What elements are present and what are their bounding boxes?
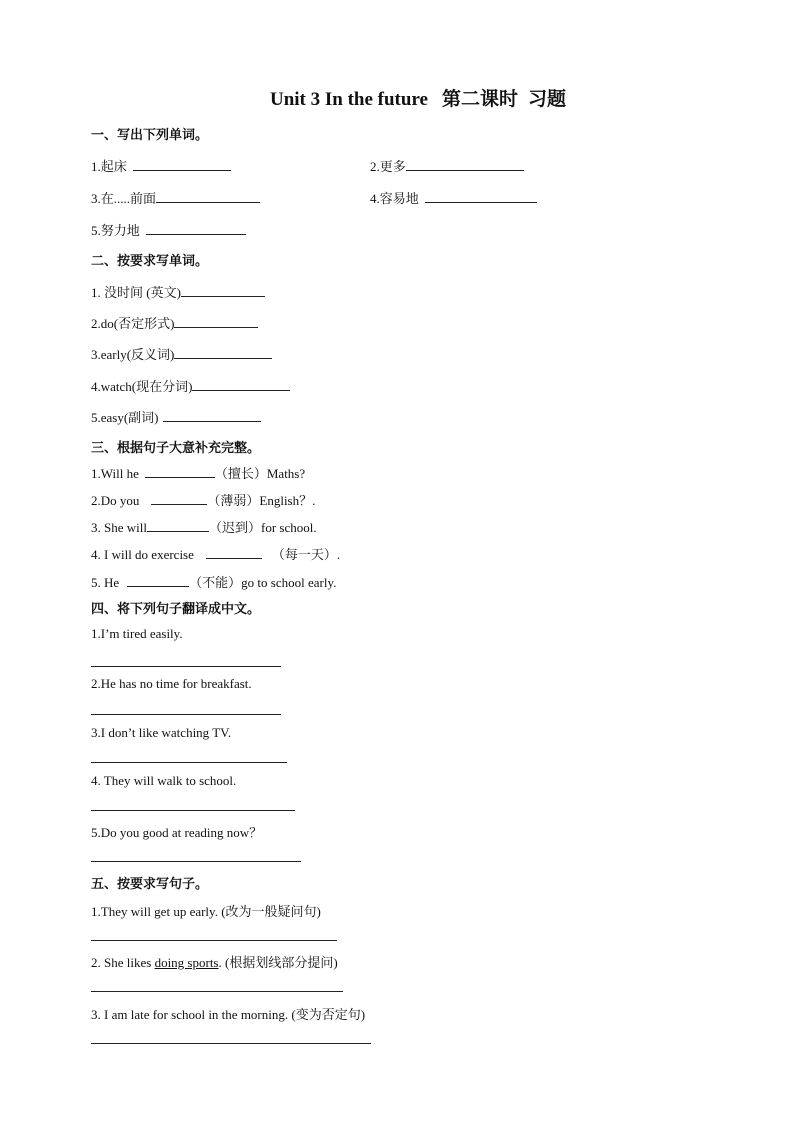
s4-item-1: 1.I’m tired easily. <box>91 626 183 641</box>
answer-line[interactable] <box>91 861 301 862</box>
s1-item-5: 5.努力地 <box>91 220 246 239</box>
section-2-heading: 二、按要求写单词。 <box>91 254 209 269</box>
answer-line[interactable] <box>91 991 343 992</box>
page-title <box>0 84 794 111</box>
answer-line[interactable] <box>91 762 287 763</box>
s3-item-2: 2.Do you （薄弱）English？. <box>91 490 315 509</box>
exercise-label: 习题 <box>528 89 567 110</box>
section-3-heading: 三、根据句子大意补充完整。 <box>91 441 261 456</box>
s2-item-4: 4.watch(现在分词) <box>91 376 290 395</box>
s2-item-2: 2.do(否定形式) <box>91 313 258 332</box>
section-4-heading: 四、将下列句子翻译成中文。 <box>91 602 261 617</box>
s1-item-3: 3.在.....前面 <box>91 188 260 207</box>
answer-blank[interactable] <box>425 188 537 203</box>
answer-line[interactable] <box>91 940 337 941</box>
answer-blank[interactable] <box>145 463 215 478</box>
s3-item-5: 5. He （不能）go to school early. <box>91 572 336 591</box>
answer-line[interactable] <box>91 1043 371 1044</box>
unit-title: Unit 3 In the future <box>269 89 428 110</box>
answer-line[interactable] <box>91 666 281 667</box>
answer-blank[interactable] <box>406 156 524 171</box>
s5-item-2: 2. She likes doing sports. (根据划线部分提问) <box>91 955 338 970</box>
answer-blank[interactable] <box>127 572 189 587</box>
s1-item-1: 1.起床 <box>91 156 231 175</box>
answer-blank[interactable] <box>133 156 231 171</box>
section-5-heading: 五、按要求写句子。 <box>91 877 209 892</box>
s2-item-1: 1. 没时间 (英文) <box>91 282 265 301</box>
answer-line[interactable] <box>91 810 295 811</box>
s5-item-1: 1.They will get up early. (改为一般疑问句) <box>91 904 321 919</box>
s5-item-3: 3. I am late for school in the morning. (变为否定句) <box>91 1007 366 1022</box>
answer-blank[interactable] <box>146 220 246 235</box>
lesson-label: 第二课时 <box>441 89 518 110</box>
s3-item-3: 3. She will （迟到）for school. <box>91 517 317 536</box>
s2-item-5: 5.easy(副词) <box>91 407 261 426</box>
s4-item-5: 5.Do you good at reading now？ <box>91 825 263 840</box>
answer-blank[interactable] <box>174 344 272 359</box>
answer-blank[interactable] <box>163 407 261 422</box>
section-1-heading: 一、写出下列单词。 <box>91 128 209 143</box>
s1-item-2: 2.更多 <box>370 156 524 175</box>
answer-blank[interactable] <box>174 313 258 328</box>
answer-line[interactable] <box>91 714 281 715</box>
answer-blank[interactable] <box>156 188 260 203</box>
s1-item-4: 4.容易地 <box>370 188 537 207</box>
s2-item-3: 3.early(反义词) <box>91 344 272 363</box>
answer-blank[interactable] <box>151 490 207 505</box>
s3-item-4: 4. I will do exercise （每一天）. <box>91 544 340 563</box>
s4-item-2: 2.He has no time for breakfast. <box>91 676 252 691</box>
s4-item-3: 3.I don’t like watching TV. <box>91 725 232 740</box>
underlined-phrase: doing sports <box>154 955 219 970</box>
answer-blank[interactable] <box>181 282 265 297</box>
answer-blank[interactable] <box>206 544 262 559</box>
answer-blank[interactable] <box>192 376 290 391</box>
answer-blank[interactable] <box>147 517 209 532</box>
s3-item-1: 1.Will he （擅长）Maths? <box>91 463 305 482</box>
s4-item-4: 4. They will walk to school. <box>91 773 237 788</box>
